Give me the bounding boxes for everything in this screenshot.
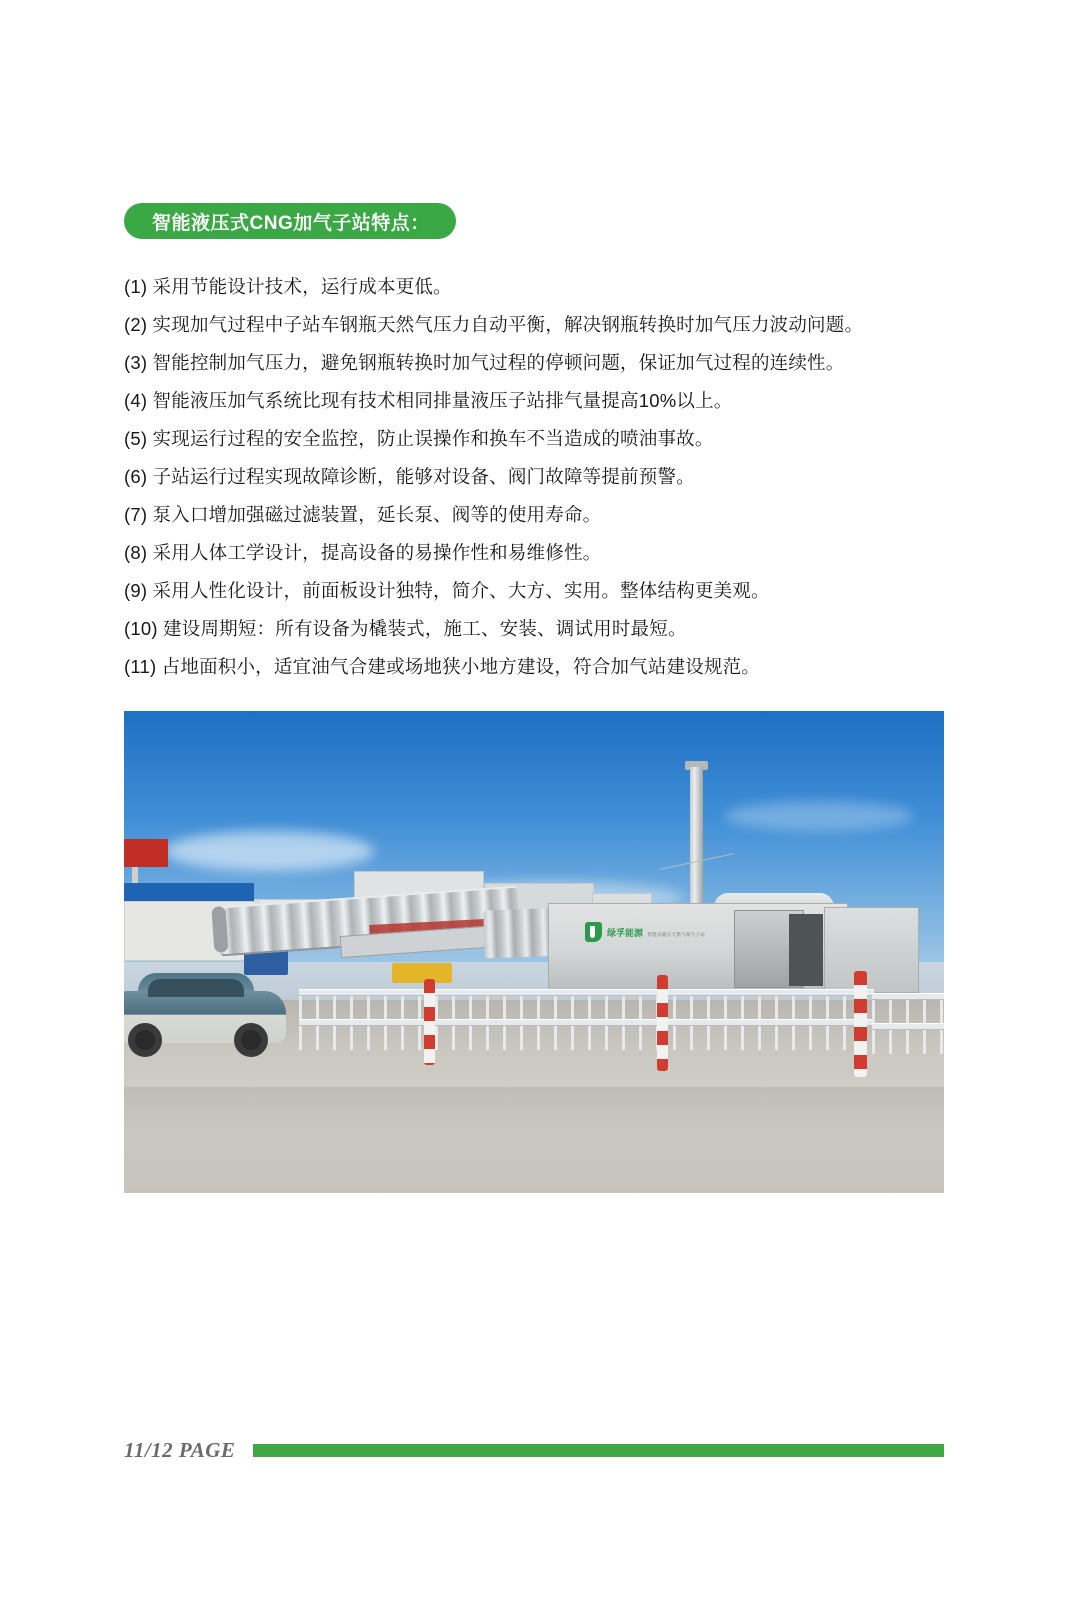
vent-stack — [690, 767, 703, 907]
photo-scene — [124, 711, 944, 1193]
striped-bollard — [657, 975, 668, 1071]
car-wheel — [128, 1023, 162, 1057]
list-item: (10) 建设周期短：所有设备为橇装式，施工、安装、调试用时最短。 — [124, 618, 687, 639]
safety-fence — [299, 989, 874, 1055]
striped-bollard — [424, 979, 435, 1065]
red-awning — [124, 839, 168, 867]
yellow-equipment — [392, 963, 452, 983]
list-item: (2) 实现加气过程中子站车钢瓶天然气压力自动平衡，解决钢瓶转换时加气压力波动问题。 — [124, 314, 864, 335]
striped-bollard — [854, 971, 867, 1077]
leaf-logo-icon — [585, 922, 602, 942]
page-footer — [124, 1437, 944, 1463]
fence-rail — [299, 1019, 874, 1026]
list-item: (8) 采用人体工学设计，提高设备的易操作性和易维修性。 — [124, 542, 602, 563]
list-item: (11) 占地面积小，适宜油气合建或场地狭小地方建设，符合加气站建设规范。 — [124, 656, 761, 677]
fence-rail — [299, 989, 874, 996]
safety-fence-secondary — [872, 993, 944, 1049]
list-item: (5) 实现运行过程的安全监控，防止误操作和换车不当造成的喷油事故。 — [124, 428, 714, 449]
fence-rail — [872, 993, 944, 1000]
skid-mounted-unit — [548, 903, 848, 993]
car-wheel — [234, 1023, 268, 1057]
parked-car — [124, 973, 294, 1065]
cloud — [724, 801, 914, 831]
unit-open-bay — [789, 914, 823, 986]
list-item: (4) 智能液压加气系统比现有技术相同排量液压子站排气量提高10%以上。 — [124, 390, 733, 411]
shop-signboard — [124, 883, 254, 901]
equipment-logo-text-group — [607, 923, 705, 941]
skid-mounted-unit-secondary — [824, 907, 919, 993]
list-item: (6) 子站运行过程实现故障诊断，能够对设备、阀门故障等提前预警。 — [124, 466, 695, 487]
car-window — [148, 979, 244, 997]
footer-accent-bar — [253, 1444, 944, 1457]
list-item: (1) 采用节能设计技术，运行成本更低。 — [124, 276, 452, 297]
feature-list — [124, 268, 944, 686]
list-item: (3) 智能控制加气压力，避免钢瓶转换时加气过程的停顿问题，保证加气过程的连续性。 — [124, 352, 845, 373]
list-item: (7) 泵入口增加强磁过滤装置，延长泵、阀等的使用寿命。 — [124, 504, 602, 525]
fence-rail — [872, 1023, 944, 1030]
station-photo — [124, 711, 944, 1193]
ground-shadow — [124, 1087, 944, 1193]
equipment-logo-sub: 智能式液压天然气加气子站 — [647, 932, 706, 937]
equipment-logo — [585, 922, 705, 942]
list-item: (9) 采用人性化设计，前面板设计独特，简介、大方、实用。整体结构更美观。 — [124, 580, 770, 601]
page-number: 11/12 PAGE — [124, 1437, 236, 1462]
cloud — [164, 831, 374, 871]
equipment-logo-text: 绿孚能源 — [607, 928, 644, 938]
section-heading: 智能液压式CNG加气子站特点： — [124, 203, 456, 239]
